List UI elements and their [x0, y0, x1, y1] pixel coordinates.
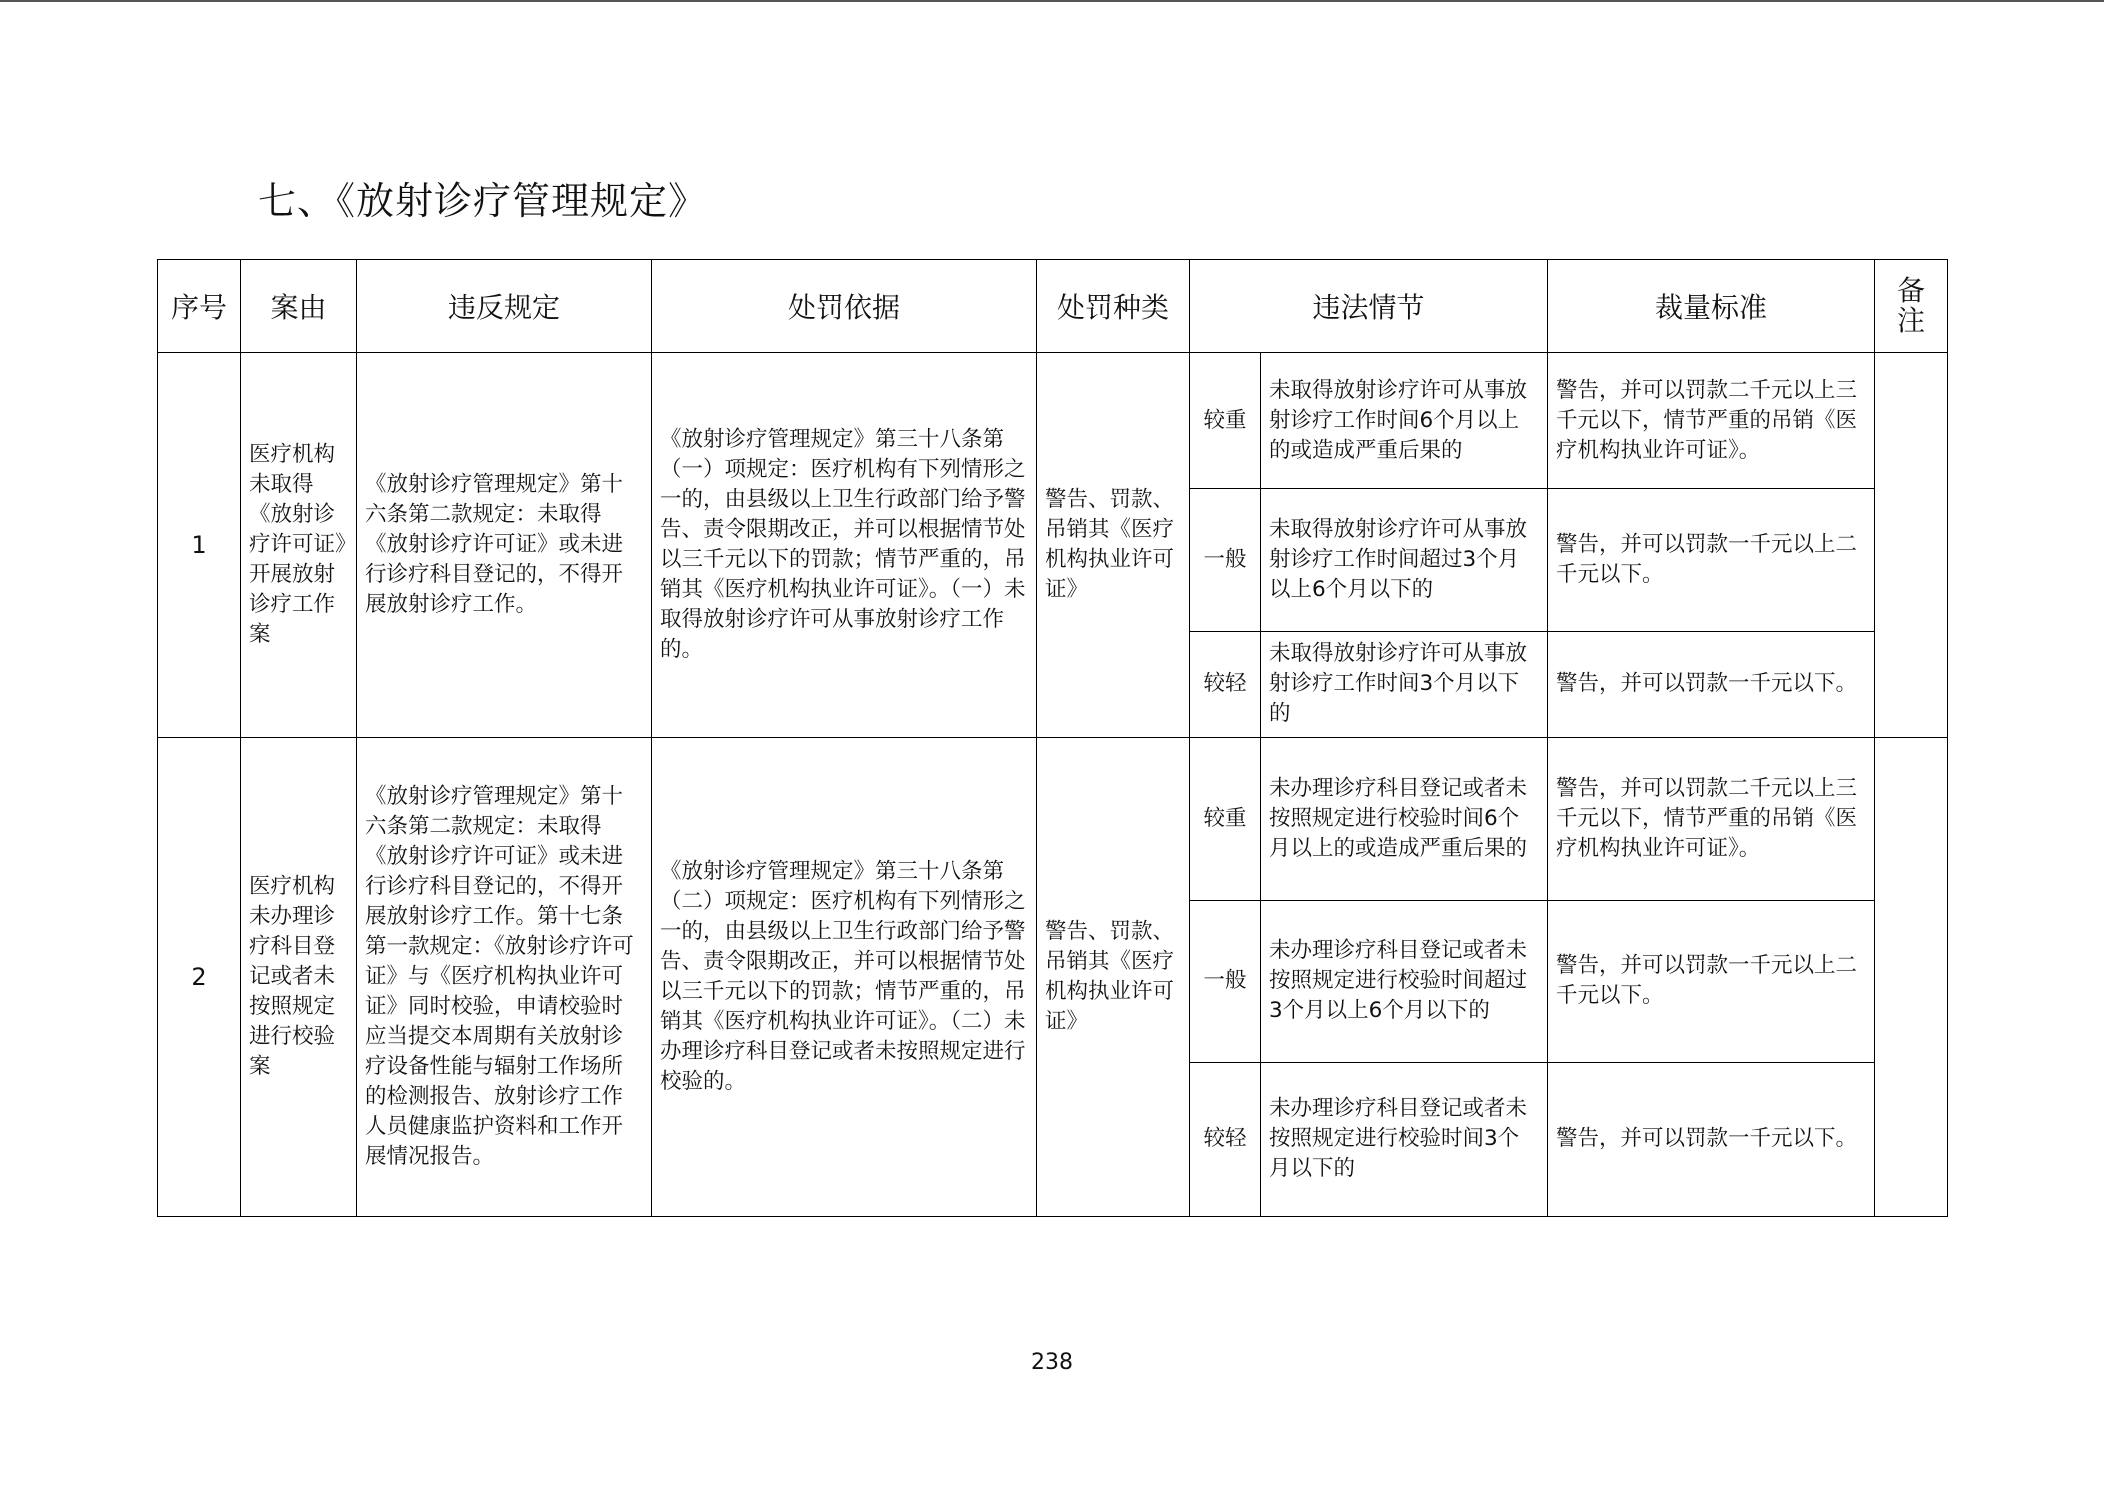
- row-basis: 《放射诊疗管理规定》第三十八条第（二）项规定：医疗机构有下列情形之一的，由县级以上卫生行政部门给予警告、责令限期改正，并可以根据情节处以三千元以下的罚款；情节严重的，吊销其《医疗机构执业许可证》。（二）未办理诊疗科目登记或者未按照规定进行校验的。: [652, 737, 1037, 1216]
- row-type: 警告、罚款、吊销其《医疗机构执业许可证》: [1037, 353, 1190, 738]
- row-seq: 1: [158, 353, 241, 738]
- row-case: 医疗机构未取得《放射诊疗许可证》开展放射诊疗工作案: [241, 353, 357, 738]
- level-circumstance: 未办理诊疗科目登记或者未按照规定进行校验时间6个月以上的或造成严重后果的: [1261, 737, 1548, 900]
- level-circumstance: 未办理诊疗科目登记或者未按照规定进行校验时间3个月以下的: [1261, 1062, 1548, 1216]
- level-label: 较轻: [1190, 1062, 1261, 1216]
- header-case: 案由: [241, 260, 357, 353]
- level-label: 一般: [1190, 489, 1261, 631]
- level-label: 一般: [1190, 901, 1261, 1062]
- header-note-char-2: 注: [1897, 304, 1926, 338]
- header-type: 处罚种类: [1037, 260, 1190, 353]
- header-rule: 违反规定: [357, 260, 652, 353]
- level-label: 较重: [1190, 353, 1261, 489]
- level-circumstance: 未取得放射诊疗许可从事放射诊疗工作时间6个月以上的或造成严重后果的: [1261, 353, 1548, 489]
- level-circumstance: 未取得放射诊疗许可从事放射诊疗工作时间超过3个月以上6个月以下的: [1261, 489, 1548, 631]
- level-label: 较重: [1190, 737, 1261, 900]
- level-standard: 警告，并可以罚款二千元以上三千元以下，情节严重的吊销《医疗机构执业许可证》。: [1548, 737, 1875, 900]
- header-seq: 序号: [158, 260, 241, 353]
- row-seq: 2: [158, 737, 241, 1216]
- level-circumstance: 未取得放射诊疗许可从事放射诊疗工作时间3个月以下的: [1261, 631, 1548, 737]
- header-standard: 裁量标准: [1548, 260, 1875, 353]
- level-label: 较轻: [1190, 631, 1261, 737]
- level-standard: 警告，并可以罚款一千元以下。: [1548, 631, 1875, 737]
- row-case: 医疗机构未办理诊疗科目登记或者未按照规定进行校验案: [241, 737, 357, 1216]
- row-basis: 《放射诊疗管理规定》第三十八条第（一）项规定：医疗机构有下列情形之一的，由县级以上卫生行政部门给予警告、责令限期改正，并可以根据情节处以三千元以下的罚款；情节严重的，吊销其《医疗机构执业许可证》。（一）未取得放射诊疗许可从事放射诊疗工作的。: [652, 353, 1037, 738]
- row-note: [1875, 737, 1948, 1216]
- header-basis: 处罚依据: [652, 260, 1037, 353]
- row-type: 警告、罚款、吊销其《医疗机构执业许可证》: [1037, 737, 1190, 1216]
- header-circumstance: 违法情节: [1190, 260, 1548, 353]
- row-note: [1875, 353, 1948, 738]
- level-standard: 警告，并可以罚款一千元以上二千元以下。: [1548, 901, 1875, 1062]
- row-rule: 《放射诊疗管理规定》第十六条第二款规定：未取得《放射诊疗许可证》或未进行诊疗科目登记的，不得开展放射诊疗工作。: [357, 353, 652, 738]
- header-row: [158, 260, 1948, 353]
- table-row: [158, 737, 1948, 900]
- table-row: [158, 353, 1948, 489]
- page-number: 238: [1031, 1350, 1073, 1375]
- header-note: [1875, 260, 1948, 353]
- row-rule: 《放射诊疗管理规定》第十六条第二款规定：未取得《放射诊疗许可证》或未进行诊疗科目登记的，不得开展放射诊疗工作。第十七条第一款规定：《放射诊疗许可证》与《医疗机构执业许可证》同时校验，申请校验时应当提交本周期有关放射诊疗设备性能与辐射工作场所的检测报告、放射诊疗工作人员健康监护资料和工作开展情况报告。: [357, 737, 652, 1216]
- level-circumstance: 未办理诊疗科目登记或者未按照规定进行校验时间超过3个月以上6个月以下的: [1261, 901, 1548, 1062]
- top-border: [0, 0, 2104, 2]
- level-standard: 警告，并可以罚款一千元以上二千元以下。: [1548, 489, 1875, 631]
- page-title: 七、《放射诊疗管理规定》: [258, 179, 708, 223]
- header-note-char-1: 备: [1897, 274, 1926, 308]
- penalty-table: [157, 259, 1948, 1217]
- level-standard: 警告，并可以罚款二千元以上三千元以下，情节严重的吊销《医疗机构执业许可证》。: [1548, 353, 1875, 489]
- level-standard: 警告，并可以罚款一千元以下。: [1548, 1062, 1875, 1216]
